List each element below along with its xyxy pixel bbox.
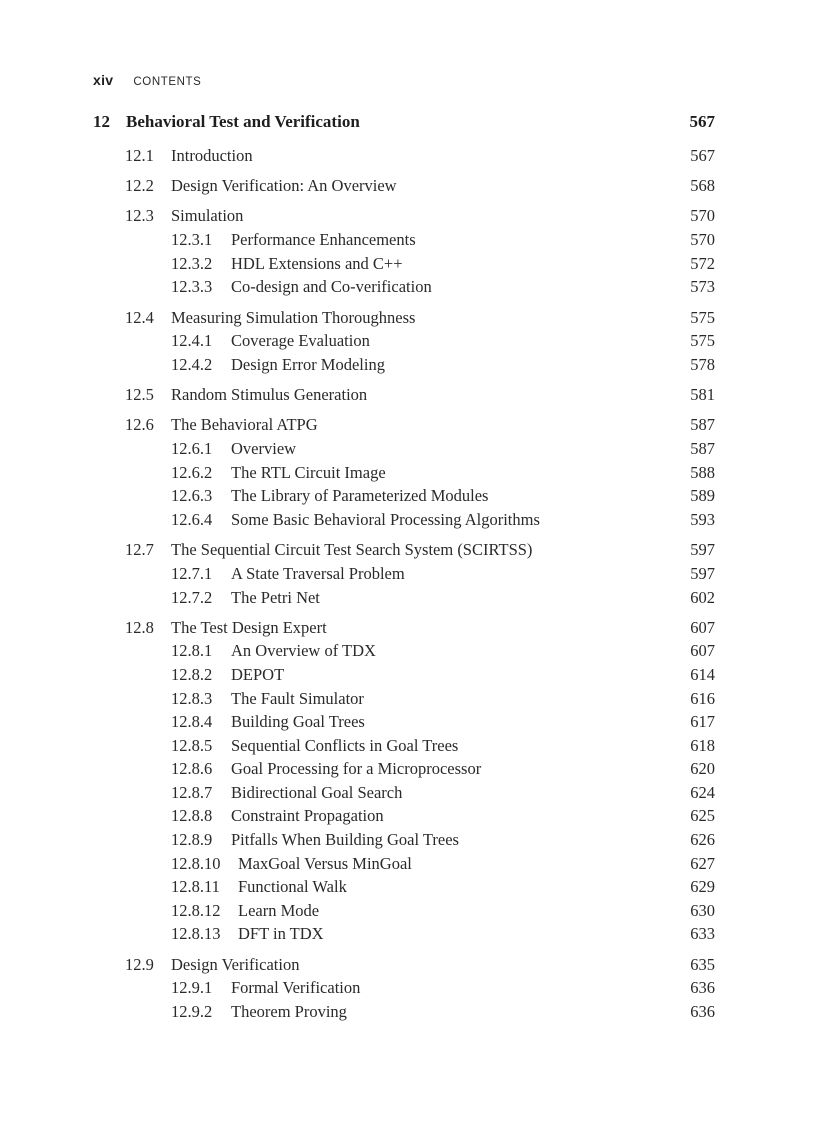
toc-section-12-5[interactable]	[0, 384, 816, 406]
toc-entry-title: An Overview of TDX	[231, 641, 376, 660]
toc-entry-number: 12.4.2	[171, 355, 213, 374]
toc-subsection-12-4-2[interactable]	[0, 354, 816, 376]
toc-entry-title: Overview	[231, 439, 297, 458]
toc-subsection-12-8-2[interactable]	[0, 664, 816, 686]
toc-subsection-12-8-13[interactable]	[0, 923, 816, 945]
toc-entry-title: The Petri Net	[231, 588, 320, 607]
toc-entry-page: 597	[690, 540, 715, 559]
toc-entry-number: 12.8.8	[171, 806, 213, 825]
toc-subsection-12-7-2[interactable]	[0, 587, 816, 609]
toc-entry-number: 12.8.10	[171, 854, 221, 873]
toc-entry-page: 629	[690, 877, 715, 896]
toc-entry-title: Goal Processing for a Microprocessor	[231, 759, 482, 778]
toc-entry-title: Random Stimulus Generation	[171, 385, 368, 404]
toc-subsection-12-4-1[interactable]	[0, 330, 816, 352]
toc-entry-page: 578	[690, 355, 715, 374]
toc-entry-title: Design Error Modeling	[231, 355, 385, 374]
toc-subsection-12-6-3[interactable]	[0, 485, 816, 507]
toc-entry-title: The Test Design Expert	[171, 618, 327, 637]
toc-entry-page: 570	[690, 206, 715, 225]
toc-entry-number: 12.3.1	[171, 230, 213, 249]
toc-section-12-7[interactable]	[0, 539, 816, 561]
toc-entry-title: Design Verification: An Overview	[171, 176, 397, 195]
toc-entry-title: Introduction	[171, 146, 253, 165]
toc-entry-title: DEPOT	[231, 665, 285, 684]
toc-entry-number: 12.7	[125, 540, 154, 559]
toc-entry-page: 593	[690, 510, 715, 529]
toc-subsection-12-8-5[interactable]	[0, 735, 816, 757]
toc-section-12-8[interactable]	[0, 617, 816, 639]
toc-entry-page: 635	[690, 955, 715, 974]
toc-subsection-12-8-11[interactable]	[0, 876, 816, 898]
toc-subsection-12-8-12[interactable]	[0, 900, 816, 922]
toc-entry-page: 617	[690, 712, 715, 731]
running-title: CONTENTS	[133, 76, 202, 88]
toc-entry-page: 625	[690, 806, 715, 825]
toc-entry-title: Some Basic Behavioral Processing Algorithms	[231, 510, 540, 529]
toc-section-12-3[interactable]	[0, 205, 816, 227]
toc-subsection-12-6-4[interactable]	[0, 509, 816, 531]
toc-entry-page: 607	[690, 641, 715, 660]
toc-subsection-12-6-1[interactable]	[0, 438, 816, 460]
toc-entry-page: 589	[690, 486, 715, 505]
toc-entry-title: The Sequential Circuit Test Search System (SCIRTSS)	[171, 540, 533, 559]
toc-entry-page: 587	[690, 415, 715, 434]
toc-entry-page: 620	[690, 759, 715, 778]
toc-entry-page: 568	[690, 176, 715, 195]
toc-entry-number: 12.8.12	[171, 901, 221, 920]
toc-entry-title: Pitfalls When Building Goal Trees	[231, 830, 459, 849]
toc-entry-title: MaxGoal Versus MinGoal	[238, 854, 412, 873]
toc-entry-title: The Fault Simulator	[231, 689, 364, 708]
toc-entry-number: 12.8.13	[171, 924, 221, 943]
toc-entry-number: 12.9.1	[171, 978, 213, 997]
toc-entry-number: 12.6.3	[171, 486, 213, 505]
toc-entry-number: 12.8.4	[171, 712, 213, 731]
toc-section-12-2[interactable]	[0, 175, 816, 197]
toc-entry-number: 12.8.3	[171, 689, 213, 708]
toc-entry-page: 618	[690, 736, 715, 755]
toc-entry-page: 602	[690, 588, 715, 607]
toc-subsection-12-9-2[interactable]	[0, 1001, 816, 1023]
toc-subsection-12-8-8[interactable]	[0, 805, 816, 827]
toc-entry-page: 616	[690, 689, 715, 708]
toc-entry-page: 587	[690, 439, 715, 458]
toc-entry-number: 12.7.2	[171, 588, 213, 607]
toc-subsection-12-8-6[interactable]	[0, 758, 816, 780]
toc-subsection-12-7-1[interactable]	[0, 563, 816, 585]
toc-entry-number: 12.8.5	[171, 736, 213, 755]
toc-entry-page: 633	[690, 924, 715, 943]
toc-chapter-page: 567	[689, 112, 715, 131]
toc-entry-page: 575	[690, 331, 715, 350]
toc-chapter-title: Behavioral Test and Verification	[126, 112, 360, 131]
toc-entry-title: Measuring Simulation Thoroughness	[171, 308, 416, 327]
toc-entry-title: Performance Enhancements	[231, 230, 416, 249]
toc-entry-number: 12.8	[125, 618, 154, 637]
toc-section-12-9[interactable]	[0, 954, 816, 976]
toc-entry-title: Formal Verification	[231, 978, 361, 997]
toc-entry-title: Sequential Conflicts in Goal Trees	[231, 736, 459, 755]
toc-entry-number: 12.8.7	[171, 783, 213, 802]
toc-entry-page: 581	[690, 385, 715, 404]
toc-entry-number: 12.4.1	[171, 331, 213, 350]
toc-subsection-12-3-3[interactable]	[0, 276, 816, 298]
toc-entry-title: DFT in TDX	[238, 924, 324, 943]
toc-entry-title: Coverage Evaluation	[231, 331, 370, 350]
toc-entry-page: 636	[690, 978, 715, 997]
toc-entry-title: Functional Walk	[238, 877, 347, 896]
toc-entry-title: Building Goal Trees	[231, 712, 365, 731]
toc-entry-title: Theorem Proving	[231, 1002, 347, 1021]
toc-entry-page: 636	[690, 1002, 715, 1021]
toc-entry-title: HDL Extensions and C++	[231, 254, 403, 273]
page-number: xiv	[93, 72, 114, 88]
toc-subsection-12-6-2[interactable]	[0, 462, 816, 484]
toc-entry-title: The Library of Parameterized Modules	[231, 486, 489, 505]
toc-subsection-12-8-9[interactable]	[0, 829, 816, 851]
toc-subsection-12-8-3[interactable]	[0, 688, 816, 710]
toc-entry-number: 12.8.2	[171, 665, 213, 684]
toc-entry-title: A State Traversal Problem	[231, 564, 405, 583]
toc-subsection-12-8-7[interactable]	[0, 782, 816, 804]
toc-entry-number: 12.2	[125, 176, 154, 195]
toc-subsection-12-3-2[interactable]	[0, 253, 816, 275]
toc-subsection-12-8-10[interactable]	[0, 853, 816, 875]
toc-entry-number: 12.7.1	[171, 564, 213, 583]
toc-section-12-4[interactable]	[0, 307, 816, 329]
toc-entry-number: 12.4	[125, 308, 154, 327]
toc-entry-title: Simulation	[171, 206, 244, 225]
toc-entry-title: Constraint Propagation	[231, 806, 384, 825]
toc-entry-number: 12.6.2	[171, 463, 213, 482]
toc-entry-number: 12.8.9	[171, 830, 213, 849]
toc-subsection-12-9-1[interactable]	[0, 977, 816, 999]
toc-entry-number: 12.9.2	[171, 1002, 213, 1021]
toc-entry-title: Bidirectional Goal Search	[231, 783, 403, 802]
toc-entry-page: 573	[690, 277, 715, 296]
toc-chapter-12[interactable]	[0, 111, 816, 133]
toc-entry-title: The RTL Circuit Image	[231, 463, 386, 482]
toc-entry-number: 12.6.4	[171, 510, 213, 529]
toc-entry-number: 12.3.2	[171, 254, 213, 273]
toc-entry-title: Design Verification	[171, 955, 300, 974]
toc-entry-page: 630	[690, 901, 715, 920]
toc-entry-page: 597	[690, 564, 715, 583]
toc-entry-page: 624	[690, 783, 715, 802]
toc-subsection-12-3-1[interactable]	[0, 229, 816, 251]
toc-entry-page: 570	[690, 230, 715, 249]
toc-entry-number: 12.3.3	[171, 277, 213, 296]
toc-entry-page: 626	[690, 830, 715, 849]
toc-entry-title: Learn Mode	[238, 901, 320, 920]
toc-entry-page: 572	[690, 254, 715, 273]
toc-chapter-number: 12	[93, 112, 110, 131]
toc-entry-number: 12.3	[125, 206, 154, 225]
toc-entry-page: 607	[690, 618, 715, 637]
toc-entry-page: 614	[690, 665, 715, 684]
toc-entry-number: 12.1	[125, 146, 154, 165]
toc-entry-number: 12.5	[125, 385, 154, 404]
toc-entry-page: 567	[690, 146, 715, 165]
toc-subsection-12-8-1[interactable]	[0, 640, 816, 662]
toc-entry-number: 12.8.11	[171, 877, 220, 896]
toc-section-12-6[interactable]	[0, 414, 816, 436]
toc-entry-number: 12.9	[125, 955, 154, 974]
toc-section-12-1[interactable]	[0, 145, 816, 167]
toc-entry-number: 12.6	[125, 415, 154, 434]
toc-entry-title: Co-design and Co-verification	[231, 277, 432, 296]
toc-entry-page: 575	[690, 308, 715, 327]
toc-entry-page: 588	[690, 463, 715, 482]
toc-entry-number: 12.8.1	[171, 641, 213, 660]
toc-subsection-12-8-4[interactable]	[0, 711, 816, 733]
toc-entry-page: 627	[690, 854, 715, 873]
toc-entry-number: 12.8.6	[171, 759, 213, 778]
toc-entry-number: 12.6.1	[171, 439, 213, 458]
toc-entry-title: The Behavioral ATPG	[171, 415, 318, 434]
